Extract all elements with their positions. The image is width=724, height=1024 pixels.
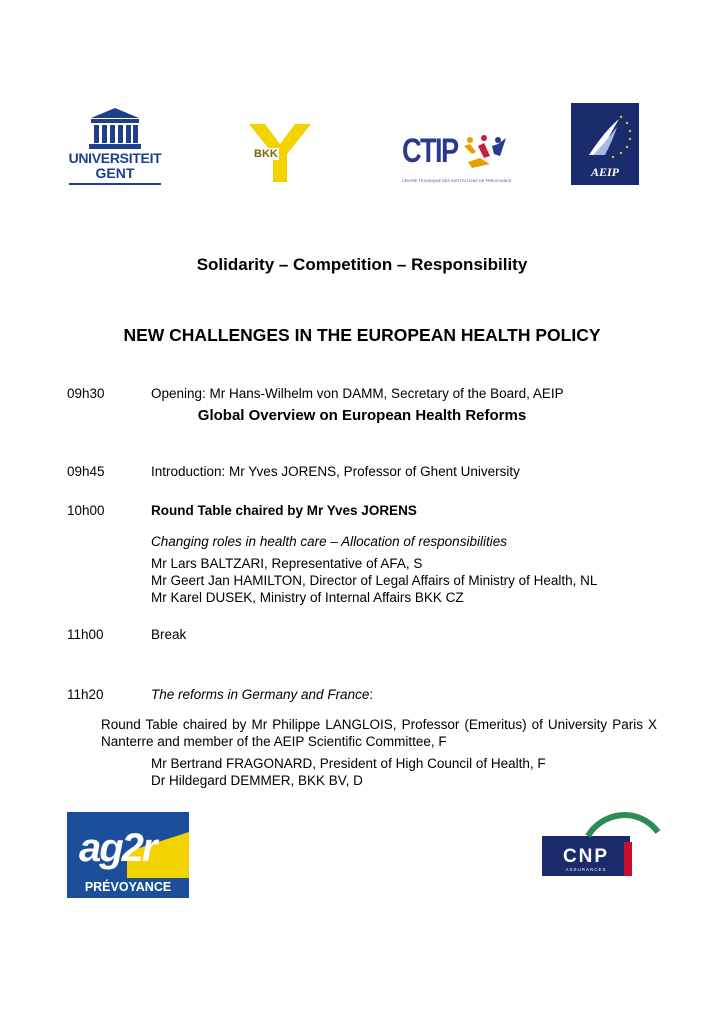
break-time: 11h00 [67, 627, 104, 642]
reforms-speaker: Dr Hildegard DEMMER, BKK BV, D [151, 773, 363, 788]
round1-time: 10h00 [67, 503, 105, 518]
opening-text: Opening: Mr Hans-Wilhelm von DAMM, Secretary of the Board, AEIP [151, 386, 564, 401]
ugent-building-icon [67, 106, 163, 150]
ctip-text: CTIP [402, 132, 458, 170]
ctip-tagline: CENTRE TECHNIQUE DES INSTITUTIONS DE PRÉVOYANCE [402, 179, 512, 183]
cnp-text: CNP [562, 846, 610, 867]
main-title: Solidarity – Competition – Responsibility [196, 255, 528, 274]
ag2r-logo [67, 812, 189, 898]
break-text: Break [151, 627, 187, 642]
reforms-speaker: Mr Bertrand FRAGONARD, President of High Council of Health, F [151, 756, 546, 771]
intro-text: Introduction: Mr Yves JORENS, Professor of Ghent University [151, 464, 520, 479]
ctip-figures-icon [460, 132, 510, 172]
ag2r-sub: PRÉVOYANCE [84, 880, 172, 894]
aeip-logo [571, 103, 639, 185]
reforms-colon: : [369, 687, 374, 702]
ugent-line1: UNIVERSITEIT [68, 150, 162, 166]
round1-speaker: Mr Karel DUSEK, Ministry of Internal Affairs BKK CZ [151, 590, 464, 605]
reforms-text: The reforms in Germany and France [151, 687, 370, 702]
aeip-star-icon [571, 103, 639, 167]
cnp-logo [542, 796, 662, 878]
section-heading: Global Overview on European Health Reforms [197, 407, 527, 424]
round1-speaker: Mr Geert Jan HAMILTON, Director of Legal Affairs of Ministry of Health, NL [151, 573, 598, 588]
aeip-text: AEIP [590, 165, 619, 179]
round1-speaker: Mr Lars BALTZARI, Representative of AFA, S [151, 556, 423, 571]
cnp-sub: ASSURANCES [565, 867, 607, 872]
intro-time: 09h45 [67, 464, 105, 479]
reforms-line [151, 686, 373, 703]
reforms-time: 11h20 [67, 687, 104, 702]
ag2r-text: ag2r [79, 826, 156, 870]
cnp-arc-icon [542, 796, 662, 846]
reforms-chair: Round Table chaired by Mr Philippe LANGLOIS, Professor (Emeritus) of University Paris X Nanterre and member of the AEIP Scientific Committee, F [101, 717, 657, 749]
bkk-logo [247, 122, 313, 184]
ugent-underline [69, 183, 161, 185]
round1-heading: Round Table chaired by Mr Yves JORENS [151, 503, 417, 518]
ctip-logo [402, 132, 512, 188]
bkk-text: BKK [254, 148, 278, 160]
main-subtitle: NEW CHALLENGES IN THE EUROPEAN HEALTH POLICY [123, 325, 601, 345]
ugent-line2: GENT [95, 165, 135, 181]
ugent-logo [67, 106, 163, 186]
opening-time: 09h30 [67, 386, 105, 401]
round1-topic: Changing roles in health care – Allocation of responsibilities [151, 534, 507, 549]
